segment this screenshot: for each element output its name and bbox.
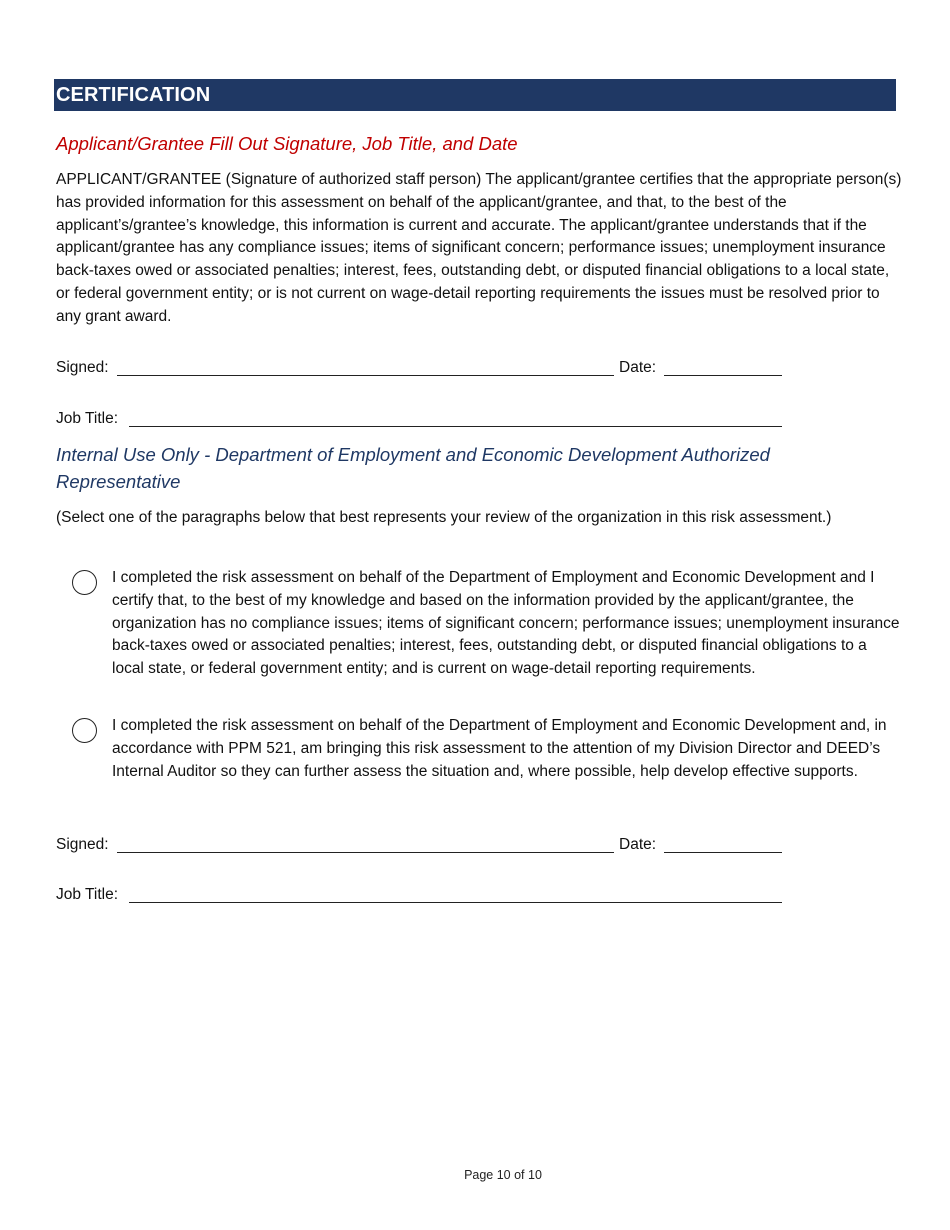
internal-date-label: Date: xyxy=(619,836,657,853)
internal-signed-row xyxy=(56,834,786,860)
option-1-radio[interactable] xyxy=(72,570,97,595)
internal-signature-field[interactable] xyxy=(117,834,614,853)
applicant-date-field[interactable] xyxy=(664,357,782,376)
internal-instruction: (Select one of the paragraphs below that best represents your review of the organization in this risk assessment.) xyxy=(56,509,832,526)
applicant-heading: Applicant/Grantee Fill Out Signature, Job Title, and Date xyxy=(56,133,518,154)
applicant-job-title-row xyxy=(56,408,786,434)
review-option-2[interactable] xyxy=(72,715,902,810)
internal-job-title-row xyxy=(56,884,786,910)
applicant-signed-label: Signed: xyxy=(56,359,109,376)
internal-signed-label: Signed: xyxy=(56,836,109,853)
internal-job-title-label: Job Title: xyxy=(56,886,119,903)
applicant-signature-field[interactable] xyxy=(117,357,614,376)
option-1-text: I completed the risk assessment on behalf of the Department of Employment and Economic Development and I certify that, to the best of my knowledge and based on the information provided by the applicant/grantee, the organization has no compliance issues; items of significant concern; performance issues; unemployment insurance back-taxes owed or associated penalties; interest, fees, outstanding debt, or disputed financial obligations to a local state, or federal government entity; and is current on wage-detail reporting requirements. xyxy=(112,569,900,678)
section-header xyxy=(54,79,896,111)
applicant-date-label: Date: xyxy=(619,359,657,376)
applicant-statement: APPLICANT/GRANTEE (Signature of authorized staff person) The applicant/grantee certifies that the appropriate person(s) has provided information for this assessment on behalf of the applicant/grantee, and that, to the best of the applicant’s/grantee’s knowledge, this information is current and accurate. The applicant/grantee understands that if the applicant/grantee has any compliance issues; items of significant concern; performance issues; unemployment insurance back-taxes owed or associated penalties; interest, fees, outstanding debt, or disputed financial obligations to a local state, or federal government entity; or is not current on wage-detail reporting requirements the issues must be resolved prior to any grant award. xyxy=(56,171,902,325)
internal-job-title-field[interactable] xyxy=(129,884,782,903)
option-2-text: I completed the risk assessment on behalf of the Department of Employment and Economic Development and, in accordance with PPM 521, am bringing this risk assessment to the attention of my Division Director and DEED’s Internal Auditor so they can further assess the situation and, where possible, help develop effective supports. xyxy=(112,717,887,780)
page-number: Page 10 of 10 xyxy=(464,1168,542,1182)
applicant-signed-row xyxy=(56,357,786,383)
applicant-job-title-field[interactable] xyxy=(129,408,782,427)
option-2-radio[interactable] xyxy=(72,718,97,743)
internal-date-field[interactable] xyxy=(664,834,782,853)
review-option-1[interactable] xyxy=(72,567,902,707)
internal-heading: Internal Use Only - Department of Employment and Economic Development Authorized Representative xyxy=(56,444,770,492)
applicant-job-title-label: Job Title: xyxy=(56,410,119,427)
section-title: CERTIFICATION xyxy=(56,84,211,106)
